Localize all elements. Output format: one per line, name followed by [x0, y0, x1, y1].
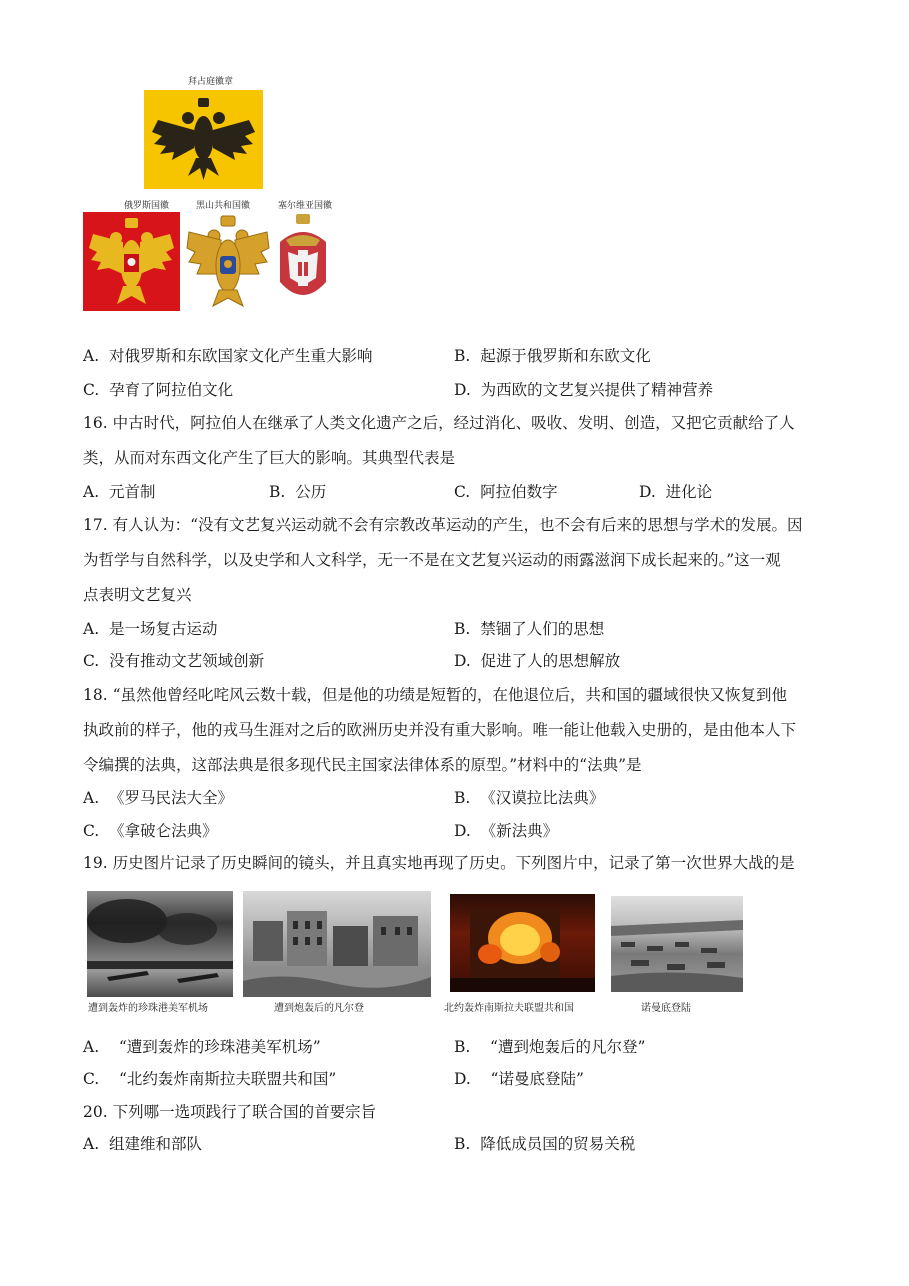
serbian-eagle-icon [276, 212, 330, 311]
q18-stem-line-3: 令编撰的法典，这部法典是很多现代民主国家法律体系的原型。”材料中的“法典”是 [83, 756, 642, 774]
q15-option-b[interactable]: B. 起源于俄罗斯和东欧文化 [454, 347, 651, 365]
normandy-caption: 诺曼底登陆 [641, 1003, 691, 1014]
q16-option-a[interactable]: A. 元首制 [83, 483, 156, 501]
byzantine-emblem-caption: 拜占庭徽章 [188, 77, 234, 87]
q20-option-b[interactable]: B. 降低成员国的贸易关税 [454, 1135, 636, 1153]
q15-option-d[interactable]: D. 为西欧的文艺复兴提供了精神营养 [454, 381, 714, 399]
q18-stem-line-2: 执政前的样子，他的戎马生涯对之后的欧洲历史并没有重大影响。唯一能让他载入史册的，是由他本人下 [83, 721, 797, 739]
montenegro-emblem-image [185, 212, 271, 311]
q17-option-b[interactable]: B. 禁锢了人们的思想 [454, 620, 605, 638]
q19-stem: 19. 历史图片记录了历史瞬间的镜头，并且真实地再现了历史。下列图片中，记录了第一次世界大战的是 [83, 854, 795, 872]
double-headed-eagle-icon [144, 90, 263, 189]
q17-option-c[interactable]: C. 没有推动文艺领域创新 [83, 652, 265, 670]
q18-option-d[interactable]: D. 《新法典》 [454, 822, 559, 840]
q15-option-c[interactable]: C. 孕育了阿拉伯文化 [83, 381, 234, 399]
q18-option-b[interactable]: B. 《汉谟拉比法典》 [454, 789, 605, 807]
byzantine-emblem-image [144, 90, 263, 189]
q16-stem-line-2: 类，从而对东西文化产生了巨大的影响。其典型代表是 [83, 449, 456, 467]
q19-option-c[interactable]: C. “北约轰炸南斯拉夫联盟共和国” [83, 1070, 337, 1088]
q19-option-d[interactable]: D. “诺曼底登陆” [454, 1070, 584, 1088]
q17-option-a[interactable]: A. 是一场复古运动 [83, 620, 218, 638]
q16-option-c[interactable]: C. 阿拉伯数字 [454, 483, 558, 501]
russia-emblem-image [83, 212, 180, 311]
pearl-harbor-photo [87, 891, 233, 997]
serbia-emblem-caption: 塞尔维亚国徽 [278, 201, 333, 211]
verdun-caption: 遭到炮轰后的凡尔登 [274, 1003, 364, 1014]
q17-stem-line-3: 点表明文艺复兴 [83, 586, 192, 604]
q16-option-b[interactable]: B. 公历 [269, 483, 327, 501]
q15-option-a[interactable]: A. 对俄罗斯和东欧国家文化产生重大影响 [83, 347, 373, 365]
verdun-photo [243, 891, 431, 997]
serbia-emblem-image [276, 212, 330, 311]
normandy-landing-photo [611, 896, 743, 992]
q17-stem-line-1: 17. 有人认为：“没有文艺复兴运动就不会有宗教改革运动的产生，也不会有后来的思想与学术的发展。因 [83, 516, 803, 534]
q20-stem: 20. 下列哪一选项践行了联合国的首要宗旨 [83, 1103, 377, 1121]
q18-option-c[interactable]: C. 《拿破仑法典》 [83, 822, 218, 840]
montenegro-emblem-caption: 黑山共和国徽 [196, 201, 251, 211]
russia-emblem-caption: 俄罗斯国徽 [124, 201, 170, 211]
pearl-harbor-caption: 遭到轰炸的珍珠港美军机场 [88, 1003, 208, 1014]
russian-eagle-icon [83, 212, 180, 311]
montenegro-eagle-icon [185, 212, 271, 311]
q16-option-d[interactable]: D. 进化论 [639, 483, 713, 501]
q17-stem-line-2: 为哲学与自然科学，以及史学和人文科学，无一不是在文艺复兴运动的雨露滋润下成长起来的。”这一观 [83, 551, 781, 569]
q18-option-a[interactable]: A. 《罗马民法大全》 [83, 789, 233, 807]
q19-option-a[interactable]: A. “遭到轰炸的珍珠港美军机场” [83, 1038, 321, 1056]
q16-stem-line-1: 16. 中古时代，阿拉伯人在继承了人类文化遗产之后，经过消化、吸收、发明、创造，又把它贡献给了人 [83, 414, 795, 432]
nato-bombing-photo [450, 894, 595, 992]
q20-option-a[interactable]: A. 组建维和部队 [83, 1135, 202, 1153]
nato-bombing-caption: 北约轰炸南斯拉夫联盟共和国 [444, 1003, 574, 1014]
q19-option-b[interactable]: B. “遭到炮轰后的凡尔登” [454, 1038, 646, 1056]
q18-stem-line-1: 18. “虽然他曾经叱咤风云数十载，但是他的功绩是短暂的，在他退位后，共和国的疆域很快又恢复到他 [83, 686, 788, 704]
q17-option-d[interactable]: D. 促进了人的思想解放 [454, 652, 621, 670]
